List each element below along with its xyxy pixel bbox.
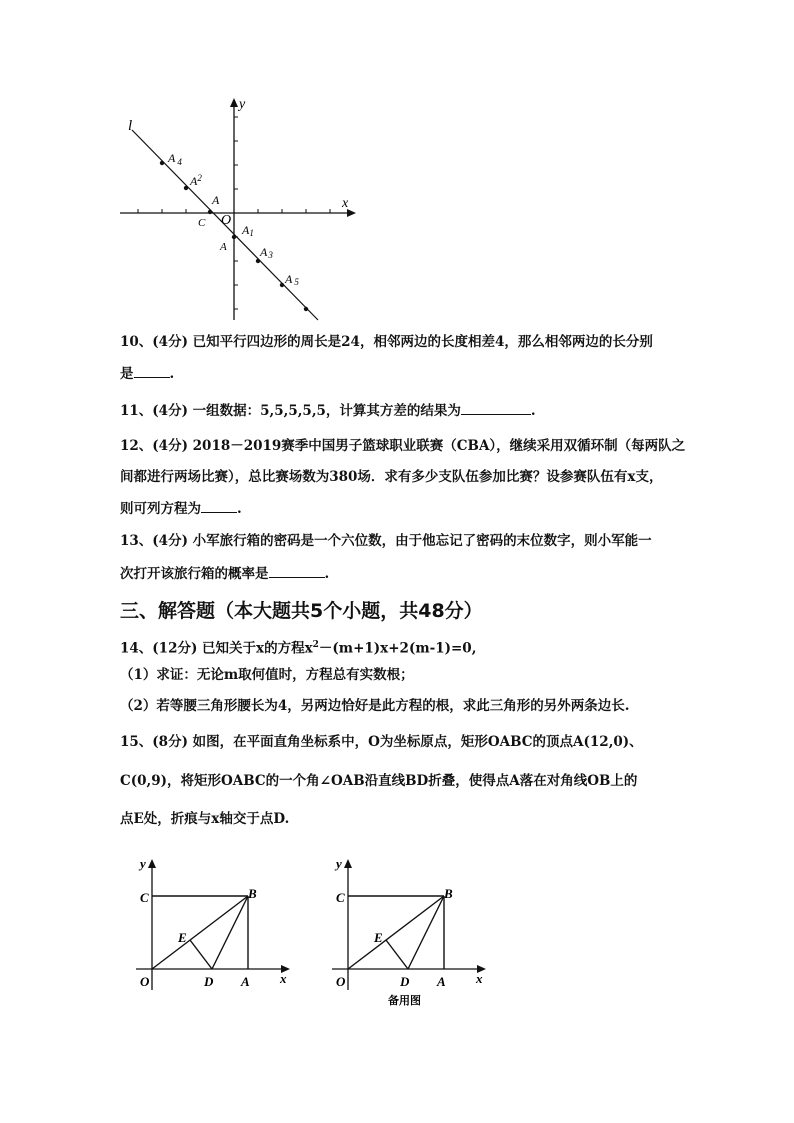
q10-end: . xyxy=(169,366,175,382)
label-l: l xyxy=(128,118,133,134)
figure-line-l-coordinate xyxy=(110,92,370,332)
y-axis-arrow xyxy=(148,859,156,868)
x-axis-arrow xyxy=(347,209,356,217)
point-a xyxy=(208,210,212,214)
segment-ed xyxy=(190,940,212,969)
q14-part1: （1）求证：无论m取何值时，方程总有实数根； xyxy=(120,667,414,683)
label-a4: A $_4$ xyxy=(168,151,182,167)
point-a1 xyxy=(232,235,236,239)
label-a: A xyxy=(437,974,446,989)
q11-line1 xyxy=(120,400,536,420)
label-o: O xyxy=(336,974,346,989)
label-a1: A1 xyxy=(242,223,254,238)
fold-bd xyxy=(212,896,248,969)
diagonal-ob xyxy=(348,896,444,969)
label-y: y xyxy=(140,856,146,871)
label-b: B xyxy=(444,886,453,901)
q14-line1 xyxy=(120,636,476,658)
q10-line1: 10、(4分) 已知平行四边形的周长是24，相邻两边的长度相差4，那么相邻两边的长分别 xyxy=(120,334,653,350)
label-a: A xyxy=(241,974,250,989)
point-a2 xyxy=(184,186,188,190)
figure-rectangle-oabc xyxy=(128,850,298,1000)
y-axis-arrow xyxy=(230,98,238,107)
q12-line1: 12、(4分) 2018－2019赛季中国男子篮球职业联赛（CBA），继续采用双循环制（每两队之 xyxy=(120,438,686,454)
q10-prefix: 是 xyxy=(120,366,134,382)
label-o: O xyxy=(140,974,150,989)
q14-prefix: 14、(12分) 已知关于x的方程x xyxy=(120,640,313,657)
label-d: D xyxy=(204,974,214,989)
q12-end: . xyxy=(237,501,242,517)
section3-heading: 三、解答题（本大题共5个小题，共48分） xyxy=(120,600,483,622)
q14-sup: 2 xyxy=(312,640,319,650)
point-a5 xyxy=(280,283,284,287)
label-b: B xyxy=(248,886,257,901)
label-y: y xyxy=(239,97,246,112)
label-e: E xyxy=(178,930,187,945)
q12-line3 xyxy=(120,498,242,518)
label-c: C xyxy=(198,217,206,229)
q12-answer-blank xyxy=(201,498,237,513)
point-a3 xyxy=(256,259,260,263)
point-a4 xyxy=(160,161,164,165)
label-o: O xyxy=(221,213,232,228)
q11-answer-blank xyxy=(461,400,531,415)
q14-part2: （2）若等腰三角形腰长为4，另两边恰好是此方程的根，求此三角形的另外两条边长. xyxy=(120,698,630,714)
label-a5: A 5 xyxy=(285,272,299,287)
q11-text: 11、(4分) 一组数据：5,5,5,5,5，计算其方差的结果为 xyxy=(120,403,461,419)
label-c: C xyxy=(336,890,345,905)
q15-line2: C(0,9)，将矩形OABC的一个角∠OAB沿直线BD折叠，使得点A落在对角线OB上的 xyxy=(120,773,638,789)
label-d: D xyxy=(400,974,410,989)
q15-line1: 15、(8分) 如图，在平面直角坐标系中，O为坐标原点，矩形OABC的顶点A(12,0)、 xyxy=(120,734,643,750)
q10-line2 xyxy=(120,363,174,383)
label-a-upper: A xyxy=(212,193,220,207)
label-a-lower: A xyxy=(220,241,227,253)
q13-answer-blank xyxy=(269,563,325,578)
label-x: x xyxy=(342,196,349,211)
figure-rectangle-oabc-spare xyxy=(324,850,494,1015)
q13-line2 xyxy=(120,563,329,583)
fold-bd xyxy=(408,896,444,969)
label-x: x xyxy=(280,971,287,986)
q13-end: . xyxy=(324,566,330,582)
q10-answer-blank xyxy=(134,363,170,378)
diagonal-ob xyxy=(152,896,248,969)
label-a3: A3 xyxy=(260,245,273,260)
label-e: E xyxy=(374,930,383,945)
figure-caption: 备用图 xyxy=(388,994,421,1007)
q11-end: . xyxy=(530,403,536,419)
label-a2: $A^2$ xyxy=(190,173,202,188)
q15-line3: 点E处，折痕与x轴交于点D. xyxy=(120,811,290,827)
point-end xyxy=(304,307,308,311)
q13-prefix: 次打开该旅行箱的概率是 xyxy=(120,566,269,582)
q14-suffix: －(m+1)x+2(m-1)=0, xyxy=(318,640,477,657)
label-c: C xyxy=(140,890,149,905)
label-x: x xyxy=(476,971,483,986)
label-y: y xyxy=(336,856,342,871)
y-axis-arrow xyxy=(344,859,352,868)
segment-ed xyxy=(386,940,408,969)
q13-line1: 13、(4分) 小军旅行箱的密码是一个六位数，由于他忘记了密码的末位数字，则小军能一 xyxy=(120,533,652,549)
q12-line2: 间都进行两场比赛），总比赛场数为380场．求有多少支队伍参加比赛？设参赛队伍有x支， xyxy=(120,469,663,485)
q12-prefix: 则可列方程为 xyxy=(120,501,201,517)
